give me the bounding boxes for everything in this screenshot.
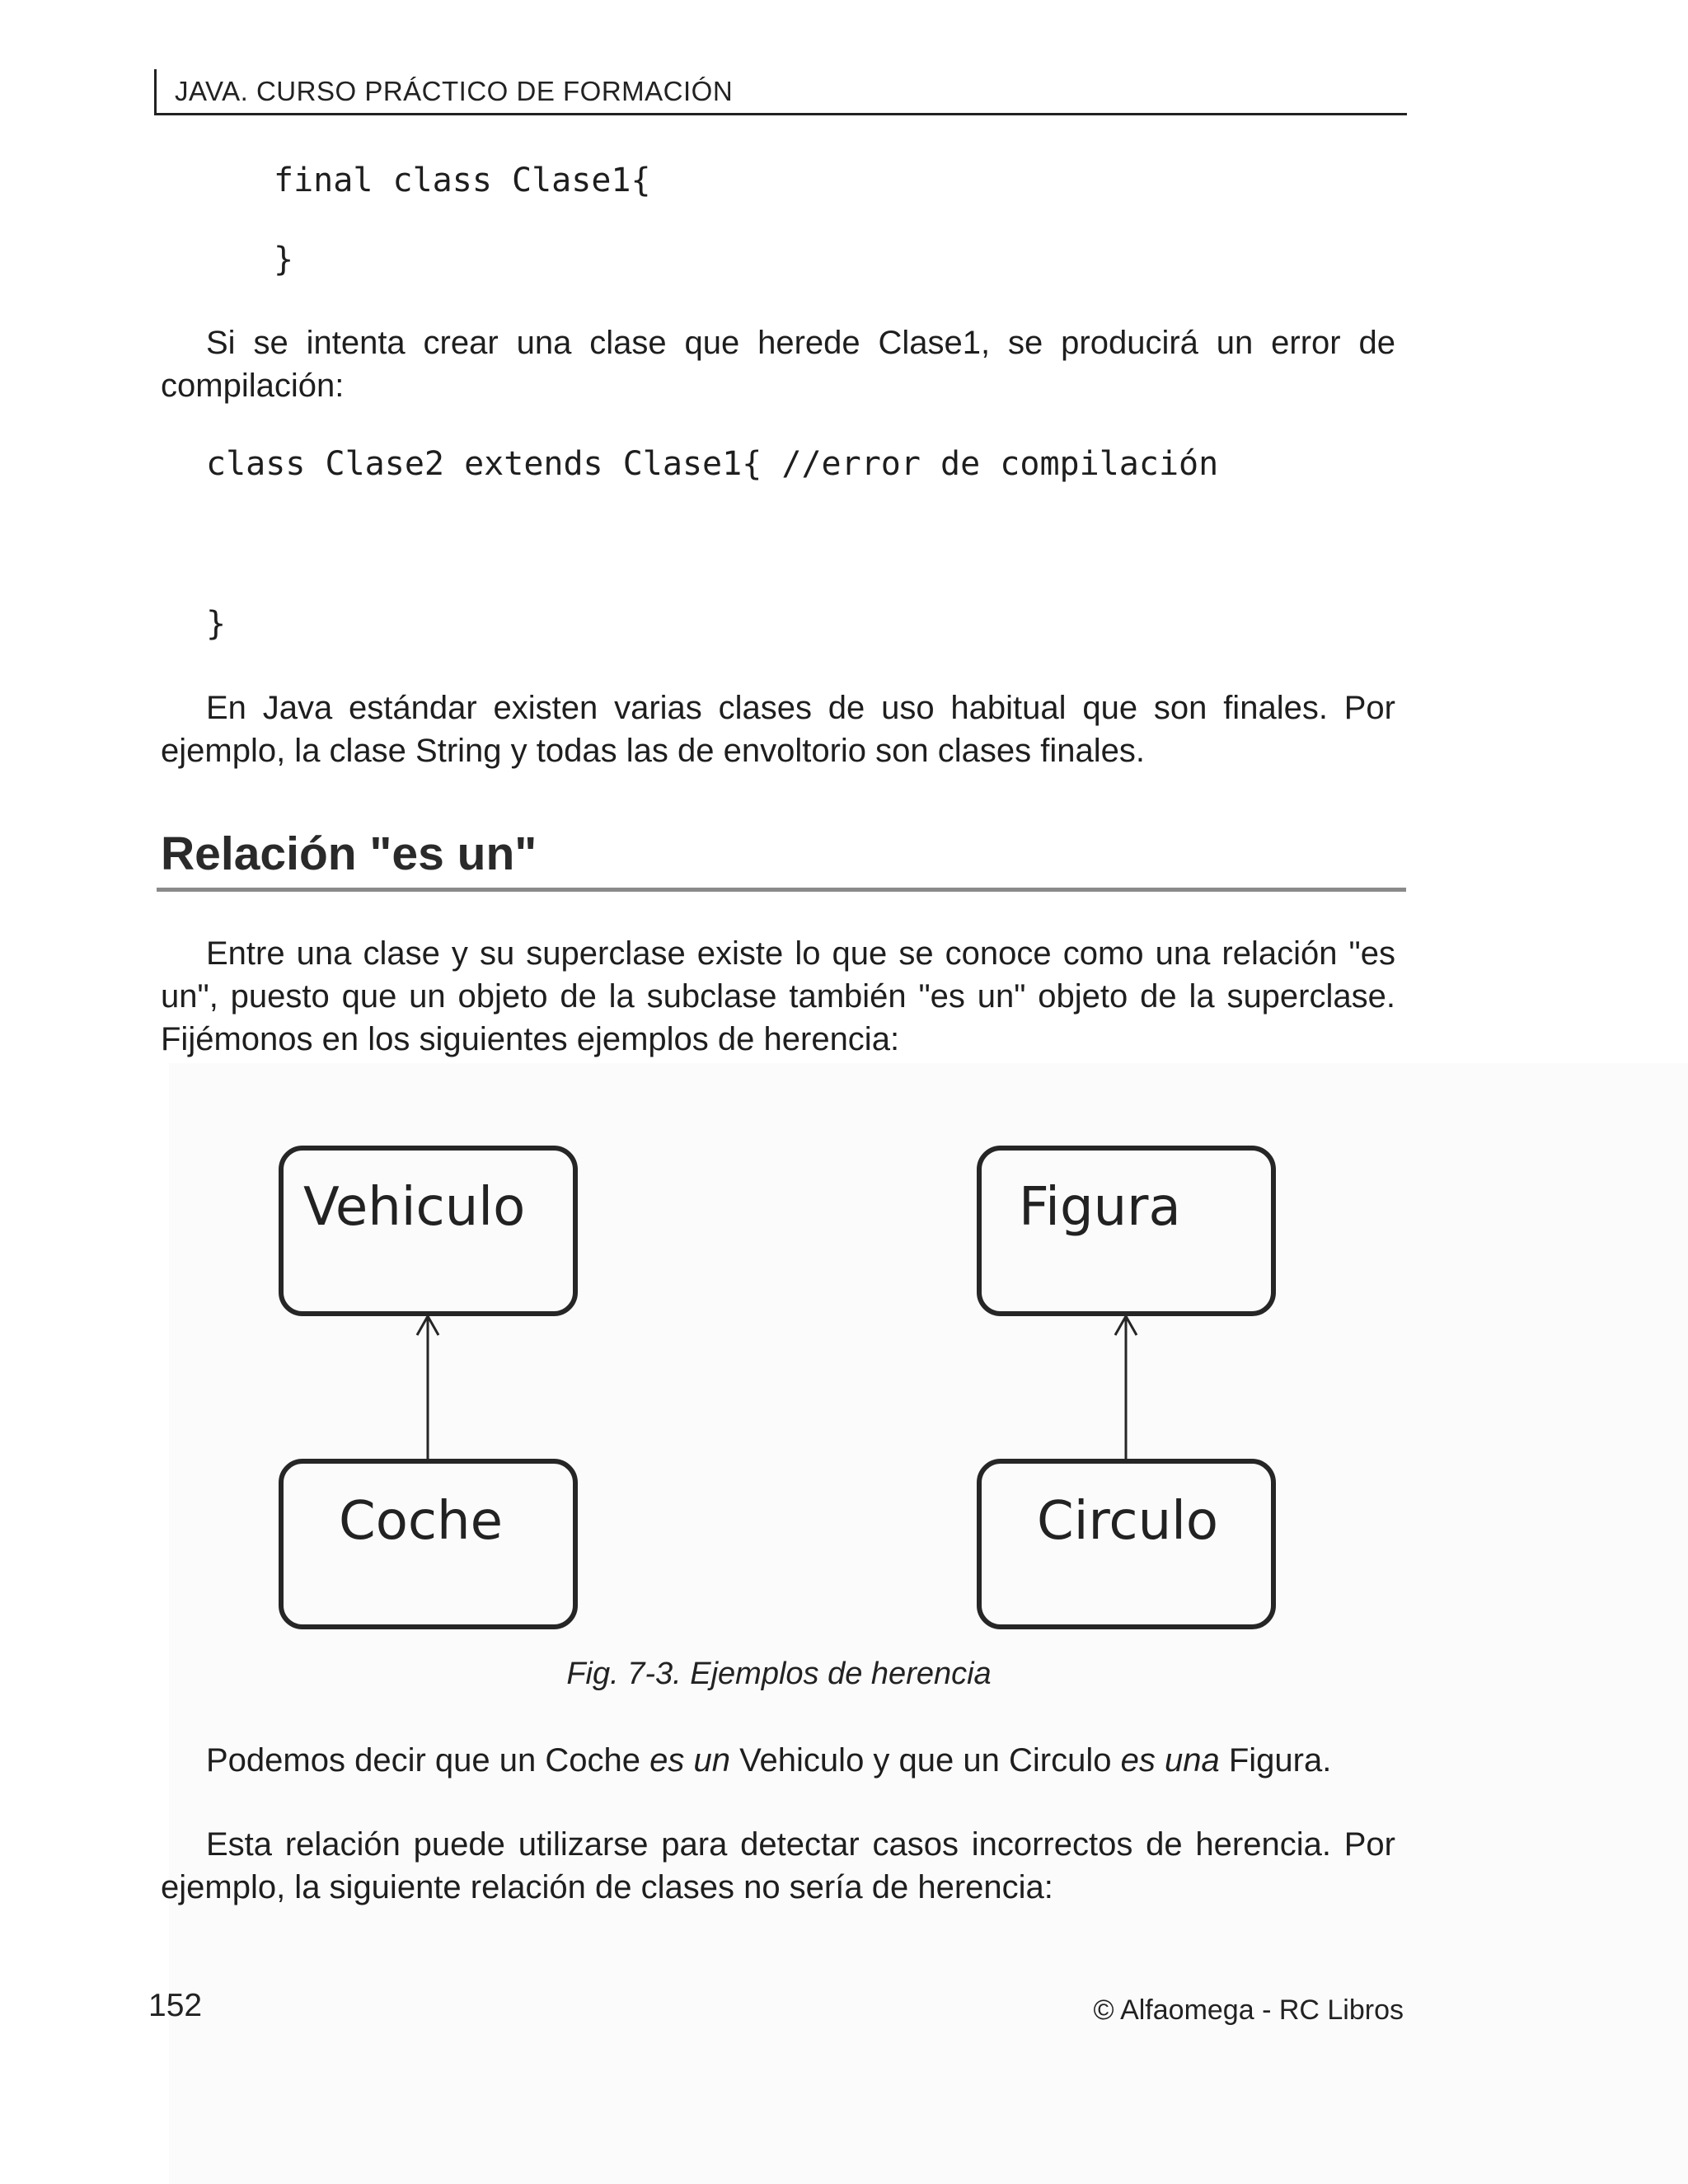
- paragraph: Si se intenta crear una clase que herede Clase1, se producirá un error de compilación:: [161, 325, 1395, 404]
- section-title: Relación "es un": [161, 827, 537, 880]
- header-vertical-rule: [154, 69, 157, 115]
- code-line: }: [274, 241, 294, 279]
- running-head: JAVA. CURSO PRÁCTICO DE FORMACIÓN: [175, 76, 734, 106]
- code-line: }: [206, 605, 227, 643]
- paragraph: [161, 1739, 1395, 1782]
- paragraph: En Java estándar existen varias clases de uso habitual que son finales. Por ejemplo, la clase String y todas las de envoltorio son clases finales.: [161, 690, 1395, 769]
- text-run: Figura.: [1219, 1742, 1332, 1779]
- class-label-vehiculo: Vehiculo: [303, 1177, 526, 1238]
- figure-caption: Fig. 7-3. Ejemplos de herencia: [566, 1657, 992, 1691]
- page-number: 152: [148, 1988, 203, 2023]
- class-label-coche: Coche: [339, 1491, 503, 1552]
- code-line: class Clase2 extends Clase1{ //error de compilación: [206, 445, 1219, 483]
- class-label-circulo: Circulo: [1037, 1491, 1219, 1552]
- section-rule: [157, 888, 1406, 892]
- code-line: final class Clase1{: [274, 162, 651, 199]
- emphasis: es un: [649, 1742, 730, 1779]
- emphasis: es una: [1120, 1742, 1220, 1779]
- publisher-credit: © Alfaomega - RC Libros: [1093, 1994, 1404, 2026]
- paragraph: Entre una clase y su superclase existe lo que se conoce como una relación "es un", puesto que un objeto de la subclase también "es un" objeto de la superclase. Fijémonos en los siguientes ejemplos de herencia:: [161, 935, 1395, 1057]
- text-run: Vehiculo y que un Circulo: [729, 1742, 1121, 1779]
- text-run: Podemos decir que un Coche: [206, 1742, 650, 1779]
- paragraph: Esta relación puede utilizarse para detectar casos incorrectos de herencia. Por ejemplo, la siguiente relación de clases no sería de herencia:: [161, 1826, 1395, 1905]
- header-horizontal-rule: [154, 113, 1407, 115]
- class-label-figura: Figura: [1019, 1177, 1181, 1238]
